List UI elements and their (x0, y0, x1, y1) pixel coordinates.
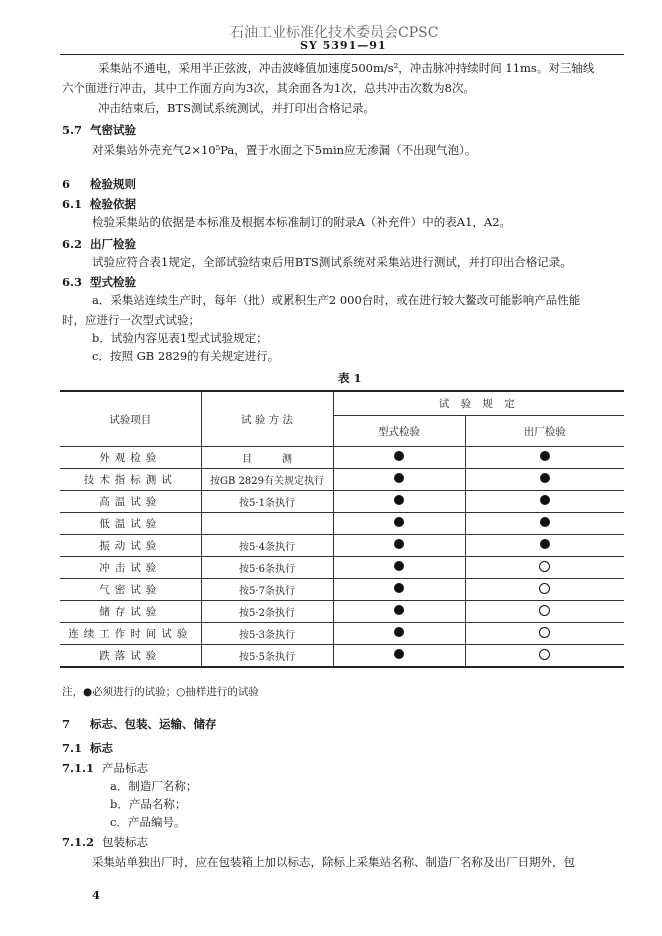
table-cell-factory (465, 601, 624, 623)
table-cell-factory (465, 513, 624, 535)
table-row (60, 513, 624, 535)
table-cell-type (333, 557, 465, 579)
table-header-type-inspection: 型式检验 (333, 416, 465, 447)
table-cell-item: 连续工作时间试验 (60, 623, 201, 645)
table-row (60, 601, 624, 623)
intro-line-3: 冲击结束后，BTS测试系统测试，并打印出合格记录。 (98, 101, 375, 115)
filled-circle-icon (540, 517, 550, 527)
table-cell-item: 技术指标测试 (60, 469, 201, 491)
table-cell-type (333, 645, 465, 668)
section-6-1-heading: 6.1 检验依据 (62, 197, 136, 211)
filled-circle-icon (394, 517, 404, 527)
filled-circle-icon (394, 451, 404, 461)
section-5-7-heading: 5.7 气密试验 (62, 123, 136, 137)
section-7-1-1-heading: 7.1.1 产品标志 (62, 761, 148, 775)
hollow-circle-icon (539, 605, 550, 616)
table-header-spec: 试 验 规 定 (333, 391, 624, 416)
filled-circle-icon (540, 473, 550, 483)
hollow-circle-icon (539, 561, 550, 572)
table-cell-method: 按5·1条执行 (201, 491, 333, 513)
header-rule (60, 54, 624, 55)
filled-circle-icon (394, 561, 404, 571)
section-6-2-text: 试验应符合表1规定，全部试验结束后用BTS测试系统对采集站进行测试，并打印出合格记录。 (92, 255, 572, 269)
table-cell-type (333, 601, 465, 623)
table-cell-type (333, 623, 465, 645)
filled-circle-icon (540, 451, 550, 461)
section-7-1-heading: 7.1 标志 (62, 741, 113, 755)
section-7-1-1-item-b: b．产品名称； (110, 797, 187, 811)
filled-circle-icon (394, 583, 404, 593)
section-6-1-text: 检验采集站的依据是本标准及根据本标准制订的附录A（补充件）中的表A1，A2。 (92, 215, 512, 229)
table-row (60, 535, 624, 557)
section-6-3-heading: 6.3 型式检验 (62, 275, 136, 289)
table-row (60, 579, 624, 601)
section-6-heading: 6 检验规则 (62, 177, 136, 191)
section-7-1-1-item-a: a．制造厂名称； (110, 779, 198, 793)
table-header-item: 试验项目 (60, 391, 201, 447)
hollow-circle-icon (539, 583, 550, 594)
section-7-1-2-text: 采集站单独出厂时，应在包装箱上加以标志，除标上采集站名称、制造厂名称及出厂日期外，包 (92, 855, 575, 869)
filled-circle-icon (394, 649, 404, 659)
table-cell-method: 按5·6条执行 (201, 557, 333, 579)
table-cell-factory (465, 579, 624, 601)
table-cell-factory (465, 535, 624, 557)
table-cell-type (333, 469, 465, 491)
table-cell-item: 跌落试验 (60, 645, 201, 668)
table-cell-item: 低温试验 (60, 513, 201, 535)
table-cell-method: 按5·2条执行 (201, 601, 333, 623)
table-cell-type (333, 447, 465, 469)
filled-circle-icon (394, 627, 404, 637)
table-note: 注，●必须进行的试验；○抽样进行的试验 (62, 686, 259, 698)
filled-circle-icon (394, 495, 404, 505)
filled-circle-icon (394, 539, 404, 549)
section-7-heading: 7 标志、包装、运输、储存 (62, 717, 217, 731)
table-cell-item: 振动试验 (60, 535, 201, 557)
table-cell-type (333, 513, 465, 535)
table-cell-item: 冲击试验 (60, 557, 201, 579)
table-header-factory-inspection: 出厂检验 (465, 416, 624, 447)
table-cell-method (201, 513, 333, 535)
table-cell-item: 高温试验 (60, 491, 201, 513)
table-cell-factory (465, 645, 624, 668)
table-cell-factory (465, 491, 624, 513)
table-row (60, 645, 624, 668)
table-cell-method: 按5·5条执行 (201, 645, 333, 668)
table-cell-factory (465, 557, 624, 579)
table-cell-factory (465, 623, 624, 645)
table-cell-factory (465, 469, 624, 491)
table-cell-method: 按5·7条执行 (201, 579, 333, 601)
table-cell-item: 储存试验 (60, 601, 201, 623)
table-cell-item: 气密试验 (60, 579, 201, 601)
table-cell-type (333, 491, 465, 513)
standard-number: SY 5391—91 (300, 39, 387, 52)
watermark-text: 石油工业标准化技术委员会CPSC (230, 25, 439, 41)
intro-line-2: 六个面进行冲击，其中工作面方向为3次，其余面各为1次，总共冲击次数为8次。 (62, 81, 475, 95)
table-row (60, 557, 624, 579)
section-6-3-item-a-line-1: a．采集站连续生产时，每年（批）或累积生产2 000台时，或在进行较大鳌改可能影响产品性能 (92, 293, 581, 307)
table-header-method: 试 验 方 法 (201, 391, 333, 447)
table-cell-method: 目 测 (201, 447, 333, 469)
filled-circle-icon (394, 605, 404, 615)
section-7-1-1-item-c: c．产品编号。 (110, 815, 186, 829)
intro-line-1: 采集站不通电，采用半正弦波，冲击波峰值加速度500m/s²，冲击脉冲持续时间 11ms。对三轴线 (98, 61, 595, 75)
table-row (60, 491, 624, 513)
table-cell-method: 按GB 2829有关规定执行 (201, 469, 333, 491)
table-caption: 表 1 (338, 371, 362, 385)
filled-circle-icon (540, 539, 550, 549)
filled-circle-icon (394, 473, 404, 483)
section-6-3-item-a-line-2: 时，应进行一次型式试验； (62, 313, 200, 327)
table-row (60, 447, 624, 469)
table-row (60, 469, 624, 491)
section-6-3-item-c: c．按照 GB 2829的有关规定进行。 (92, 349, 280, 363)
table-cell-method: 按5·4条执行 (201, 535, 333, 557)
table-cell-type (333, 579, 465, 601)
test-table (60, 390, 624, 668)
table-cell-method: 按5·3条执行 (201, 623, 333, 645)
hollow-circle-icon (539, 649, 550, 660)
table-cell-factory (465, 447, 624, 469)
table-cell-item: 外观检验 (60, 447, 201, 469)
filled-circle-icon (540, 495, 550, 505)
page-number: 4 (92, 888, 101, 902)
section-7-1-2-heading: 7.1.2 包装标志 (62, 835, 148, 849)
section-6-3-item-b: b．试验内容见表1型式试验规定； (92, 331, 268, 345)
section-6-2-heading: 6.2 出厂检验 (62, 237, 136, 251)
section-5-7-text: 对采集站外壳充气2×10⁵Pa，置于水面之下5min应无渗漏（不出现气泡）。 (92, 143, 477, 157)
table-row (60, 623, 624, 645)
hollow-circle-icon (539, 627, 550, 638)
table-cell-type (333, 535, 465, 557)
